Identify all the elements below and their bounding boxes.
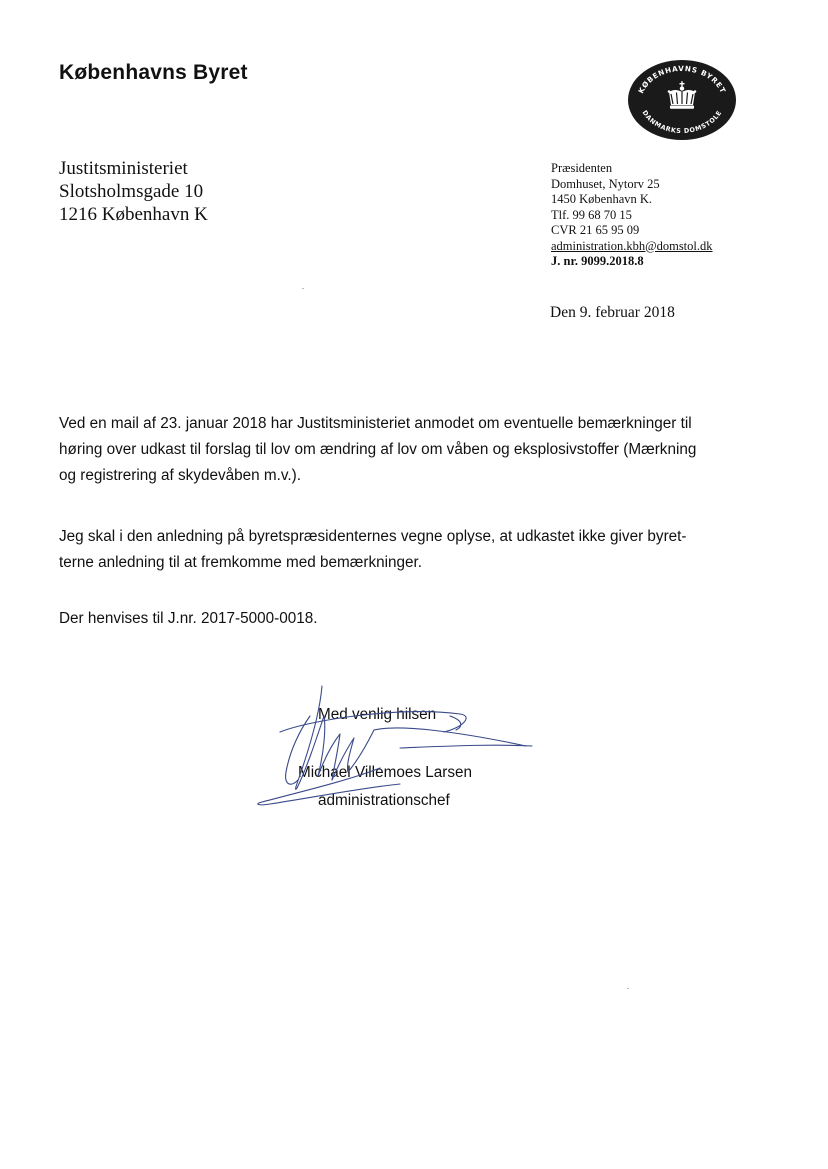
sender-phone: Tlf. 99 68 70 15: [551, 207, 632, 222]
body-line: Ved en mail af 23. januar 2018 har Justitsministeriet anmodet om eventuelle bemærkninger til: [59, 415, 692, 432]
letter-date: Den 9. februar 2018: [550, 304, 675, 321]
body-line: Jeg skal i den anledning på byretspræsidenternes vegne oplyse, at udkastet ikke giver byret-: [59, 528, 687, 545]
closing-greeting: Med venlig hilsen: [318, 706, 437, 723]
scan-speck: [302, 288, 304, 289]
body-line: og registrering af skydevåben m.v.).: [59, 467, 302, 484]
body-line: Der henvises til J.nr. 2017-5000-0018.: [59, 610, 318, 627]
svg-text:DANMARKS DOMSTOLE: DANMARKS DOMSTOLE: [640, 108, 724, 136]
sender-email-link[interactable]: administration.kbh@domstol.dk: [551, 238, 713, 253]
sender-role: Præsidenten: [551, 161, 613, 175]
body-paragraph-2: [59, 524, 749, 576]
sender-street: Domhuset, Nytorv 25: [551, 176, 660, 191]
court-seal-logo: [627, 59, 737, 141]
sender-info: [551, 161, 713, 270]
sender-city: 1450 København K.: [551, 192, 653, 206]
body-line: høring over udkast til forslag til lov om ændring af lov om våben og eksplosivstoffer (Mærkning: [59, 441, 697, 458]
recipient-line: 1216 København K: [59, 204, 208, 225]
recipient-address: [59, 157, 208, 226]
recipient-line: Slotsholmsgade 10: [59, 181, 204, 202]
recipient-line: Justitsministeriet: [59, 158, 188, 179]
court-name: Københavns Byret: [59, 61, 248, 84]
handwritten-signature: [250, 680, 540, 820]
scan-speck: [627, 988, 629, 989]
journal-number: J. nr. 9099.2018.8: [551, 254, 644, 268]
signer-name: Michael Villemoes Larsen: [298, 764, 473, 781]
body-paragraph-3: [59, 606, 749, 632]
svg-text:KØBENHAVNS BYRET: KØBENHAVNS BYRET: [636, 63, 728, 95]
body-paragraph-1: [59, 411, 749, 489]
sender-cvr: CVR 21 65 95 09: [551, 223, 640, 237]
body-line: terne anledning til at fremkomme med bemærkninger.: [59, 554, 423, 571]
signer-title: administrationschef: [318, 792, 450, 809]
